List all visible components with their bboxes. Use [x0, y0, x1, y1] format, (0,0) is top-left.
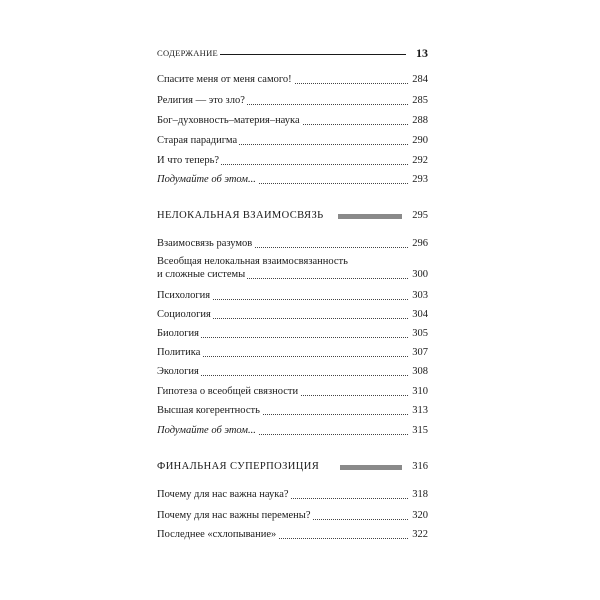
section-bar: [340, 465, 402, 470]
toc-entry[interactable]: [157, 155, 428, 169]
toc-entry-page: 310: [409, 386, 428, 397]
toc-entry-page: 307: [409, 347, 428, 358]
toc-entry[interactable]: [157, 425, 428, 439]
running-head: [157, 48, 428, 62]
toc-entry-title: Старая парадигма: [157, 135, 238, 146]
page-number: 13: [416, 46, 428, 60]
toc-entry-page: 303: [409, 290, 428, 301]
toc-entry-title: Спасите меня от меня самого!: [157, 74, 292, 85]
toc-entry-title-line1: Всеобщая нелокальная взаимосвязанность: [157, 256, 348, 267]
toc-entry[interactable]: [157, 328, 428, 342]
toc-entry-title: Социология: [157, 309, 211, 320]
toc-entry-title: Экология: [157, 366, 199, 377]
toc-entry-title: Бог–духовность–материя–наука: [157, 115, 300, 126]
toc-entry-title: Взаимосвязь разумов: [157, 238, 253, 249]
toc-entry-page: 322: [409, 529, 428, 540]
toc-entry-page: 296: [409, 238, 428, 249]
section-page: 295: [412, 210, 428, 221]
toc-entry-page: 293: [409, 174, 428, 185]
toc-section-heading[interactable]: [157, 461, 428, 475]
toc-entry-title: Последнее «схлопывание»: [157, 529, 277, 540]
toc-entry[interactable]: [157, 174, 428, 188]
toc-entry-page: 285: [409, 95, 428, 106]
toc-entry[interactable]: [157, 510, 428, 524]
toc-entry[interactable]: [157, 386, 428, 400]
toc-entry-page: 304: [409, 309, 428, 320]
toc-entry-title: Почему для нас важны перемены?: [157, 510, 311, 521]
toc-entry-title: Политика: [157, 347, 201, 358]
toc-entry-title: Биология: [157, 328, 200, 339]
toc-entry[interactable]: [157, 290, 428, 304]
toc-entry[interactable]: [157, 256, 428, 282]
toc-section-heading[interactable]: [157, 210, 428, 224]
toc-entry[interactable]: [157, 115, 428, 129]
toc-entry-page: 305: [409, 328, 428, 339]
toc-entry-title: Почему для нас важна наука?: [157, 489, 289, 500]
toc-entry[interactable]: [157, 529, 428, 543]
toc-entry-title: И что теперь?: [157, 155, 220, 166]
toc-entry-title: Подумайте об этом...: [157, 174, 256, 185]
toc-entry[interactable]: [157, 489, 428, 503]
toc-entry-page: 284: [409, 74, 428, 85]
toc-entry[interactable]: [157, 347, 428, 361]
toc-entry-page: 300: [409, 269, 428, 280]
toc-entry[interactable]: [157, 135, 428, 149]
toc-entry-title: Психология: [157, 290, 211, 301]
toc-entry[interactable]: [157, 238, 428, 252]
running-head-rule: [220, 54, 406, 55]
section-title: НЕЛОКАЛЬНАЯ ВЗАИМОСВЯЗЬ: [157, 210, 324, 221]
toc-entry-title: Подумайте об этом...: [157, 425, 256, 436]
toc-entry[interactable]: [157, 74, 428, 88]
toc-entry[interactable]: [157, 405, 428, 419]
section-page: 316: [412, 461, 428, 472]
toc-entry-page: 313: [409, 405, 428, 416]
section-bar: [338, 214, 402, 219]
toc-entry-page: 308: [409, 366, 428, 377]
section-title: ФИНАЛЬНАЯ СУПЕРПОЗИЦИЯ: [157, 461, 320, 472]
toc-entry-page: 320: [409, 510, 428, 521]
toc-entry-title: Гипотеза о всеобщей связности: [157, 386, 299, 397]
toc-entry-page: 318: [409, 489, 428, 500]
toc-entry-page: 315: [409, 425, 428, 436]
toc-entry-page: 290: [409, 135, 428, 146]
running-head-title: СОДЕРЖАНИЕ: [157, 48, 219, 58]
toc-entry-page: 288: [409, 115, 428, 126]
toc-entry-page: 292: [409, 155, 428, 166]
toc-entry-title: Религия — это зло?: [157, 95, 245, 106]
toc-entry[interactable]: [157, 95, 428, 109]
toc-entry-title: Высшая когерентность: [157, 405, 260, 416]
toc-entry[interactable]: [157, 309, 428, 323]
toc-entry-title-line2: и сложные системы: [157, 269, 246, 280]
toc-entry[interactable]: [157, 366, 428, 380]
